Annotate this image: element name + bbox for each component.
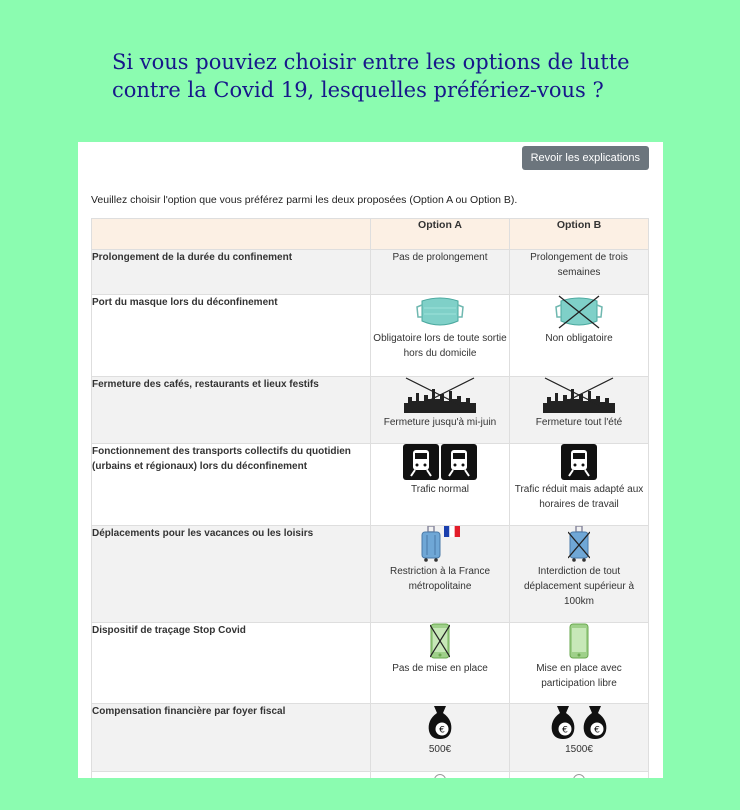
selection-label-cell <box>92 772 371 779</box>
option-a-cell[interactable] <box>371 250 510 295</box>
option-a-text: 500€ <box>428 744 452 755</box>
french-flag-icon <box>444 526 460 562</box>
option-a-cell[interactable] <box>371 295 510 377</box>
option-b-text: Non obligatoire <box>545 333 613 344</box>
phone-icon <box>569 623 589 659</box>
review-explanations-button[interactable]: Revoir les explications <box>522 146 649 170</box>
table-row <box>92 377 649 444</box>
svg-text:€: € <box>594 725 600 736</box>
option-a-text: Restriction à la France métropolitaine <box>389 566 491 592</box>
attribute-label: Déplacements pour les vacances ou les loisirs <box>92 526 371 623</box>
attribute-label: Port du masque lors du déconfinement <box>92 295 371 377</box>
page-heading <box>112 48 712 104</box>
attribute-label: Compensation financière par foyer fiscal <box>92 704 371 772</box>
header-attribute <box>92 219 371 250</box>
heading-line-2: contre la Covid 19, lesquelles préfériez-vous ? <box>112 78 604 102</box>
survey-panel <box>78 142 663 778</box>
table-row <box>92 444 649 526</box>
option-a-text: Obligatoire lors de toute sortie hors du domicile <box>373 333 507 359</box>
luggage-icon <box>420 526 442 562</box>
train-icon <box>441 444 477 480</box>
option-a-cell[interactable] <box>371 623 510 704</box>
table-row <box>92 704 649 772</box>
header-option-a: Option A <box>371 219 510 250</box>
crossed-luggage-icon <box>568 526 590 562</box>
option-b-radio-cell[interactable] <box>510 772 649 779</box>
option-b-cell[interactable] <box>510 704 649 772</box>
crossed-phone-icon <box>430 623 450 659</box>
attribute-label: Prolongement de la durée du confinement <box>92 250 371 295</box>
crossed-mask-icon <box>555 295 603 329</box>
option-b-cell[interactable] <box>510 623 649 704</box>
money-bag-icon <box>425 704 455 740</box>
option-b-cell[interactable] <box>510 526 649 623</box>
crossed-skyline-icon <box>404 377 476 413</box>
train-icon <box>561 444 597 480</box>
heading-line-1: Si vous pouviez choisir entre les options de lutte <box>112 50 630 74</box>
table-row <box>92 623 649 704</box>
option-a-radio-cell[interactable] <box>371 772 510 779</box>
crossed-skyline-icon <box>543 377 615 413</box>
money-bag-icon <box>548 704 578 740</box>
train-icon <box>403 444 439 480</box>
option-b-text: Interdiction de tout déplacement supérieur à 100km <box>523 566 635 607</box>
table-header-row <box>92 219 649 250</box>
attribute-label: Fermeture des cafés, restaurants et lieux festifs <box>92 377 371 444</box>
svg-text:€: € <box>562 725 568 736</box>
choice-table <box>91 218 649 778</box>
header-option-b: Option B <box>510 219 649 250</box>
selection-row <box>92 772 649 779</box>
option-b-cell[interactable] <box>510 295 649 377</box>
option-a-radio[interactable] <box>434 774 446 778</box>
svg-text:€: € <box>439 725 445 736</box>
option-a-cell[interactable] <box>371 526 510 623</box>
attribute-label: Fonctionnement des transports collectifs du quotidien (urbains et régionaux) lors du déconfinement <box>92 444 371 526</box>
attribute-label: Dispositif de traçage Stop Covid <box>92 623 371 704</box>
option-a-text: Pas de prolongement <box>392 252 488 263</box>
option-b-cell[interactable] <box>510 444 649 526</box>
option-b-text: Prolongement de trois semaines <box>530 252 628 278</box>
option-a-text: Trafic normal <box>411 484 469 495</box>
option-a-text: Fermeture jusqu'à mi-juin <box>383 417 497 428</box>
option-a-cell[interactable] <box>371 377 510 444</box>
option-b-cell[interactable] <box>510 377 649 444</box>
option-a-cell[interactable] <box>371 704 510 772</box>
option-b-text: Fermeture tout l'été <box>535 417 623 428</box>
instructions-text: Veuillez choisir l'option que vous préférez parmi les deux proposées (Option A ou Option B). <box>91 194 518 206</box>
money-bag-icon <box>580 704 610 740</box>
option-b-text: 1500€ <box>565 744 593 755</box>
table-row <box>92 250 649 295</box>
option-b-text: Trafic réduit mais adapté aux horaires de travail <box>514 484 644 510</box>
option-a-cell[interactable] <box>371 444 510 526</box>
option-b-cell[interactable] <box>510 250 649 295</box>
table-row <box>92 295 649 377</box>
table-row <box>92 526 649 623</box>
mask-icon <box>416 295 464 329</box>
option-b-radio[interactable] <box>573 774 585 778</box>
option-b-text: Mise en place avec participation libre <box>536 663 622 689</box>
option-a-text: Pas de mise en place <box>392 663 488 674</box>
